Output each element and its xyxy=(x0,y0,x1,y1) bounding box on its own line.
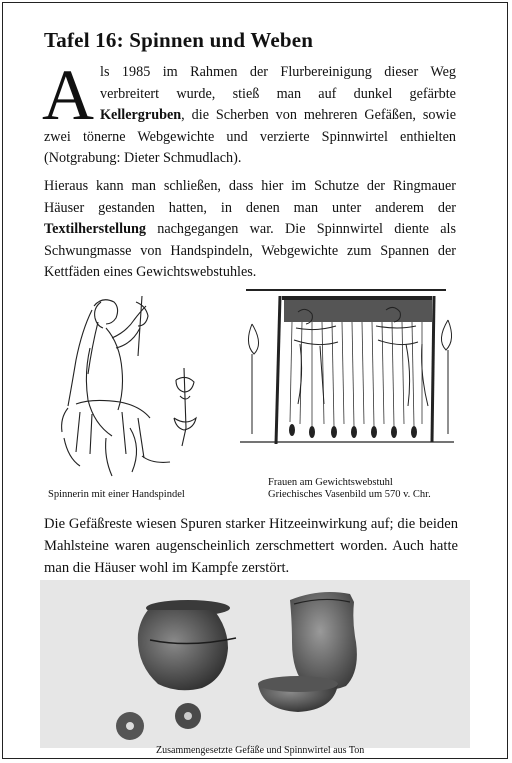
paragraph-destruction: Die Gefäßreste wiesen Spuren starker Hitzeeinwirkung auf; die beiden Mahlsteine waren augenscheinlich zerschmettert worden. Auch hatte man die Häuser wohl im Kampfe zerstört. xyxy=(44,516,458,576)
paragraph-text: Hieraus kann man schließen, dass hier im Schutze der Ringmauer Häuser gestanden hatten, in denen man unter anderem der xyxy=(44,178,456,216)
caption-photo: Zusammengesetzte Gefäße und Spinnwirtel aus Ton xyxy=(156,745,365,756)
paragraph-text: nachgegangen war. Die Spinnwirtel diente als Schwungmasse von Handspindeln, Webgewichte zum Spannen der Kettfäden eines Gewichtswebstuhles. xyxy=(44,221,456,280)
caption-spinner: Spinnerin mit einer Handspindel xyxy=(48,489,185,500)
bold-term-textilherstellung: Textilherstellung xyxy=(44,221,146,237)
caption-loom-line2: Griechisches Vasenbild um 570 v. Chr. xyxy=(268,489,431,500)
caption-loom-line1: Frauen am Gewichtswebstuhl xyxy=(268,477,393,488)
paragraph-textile xyxy=(44,176,456,284)
bold-term-kellergruben: Kellergruben xyxy=(100,107,182,123)
page-title: Tafel 16: Spinnen und Weben xyxy=(44,28,314,52)
spinner-illustration xyxy=(46,288,226,488)
drop-cap: A xyxy=(42,55,94,135)
paragraph-text: ls 1985 im Rahmen der Flurbereinigung dieser Weg verbreitert wurde, stieß man auf dunkel gefärbte xyxy=(100,64,456,102)
loom-illustration xyxy=(236,284,458,450)
pottery-photo xyxy=(40,580,470,748)
paragraph-excavation xyxy=(42,55,456,170)
paragraph-text: , die Scherben von mehreren Gefäßen, sowie zwei tönerne Webgewichte und verzierte Spinnwirtel enthielten (Notgrabung: Dieter Schmudlach). xyxy=(44,107,456,166)
